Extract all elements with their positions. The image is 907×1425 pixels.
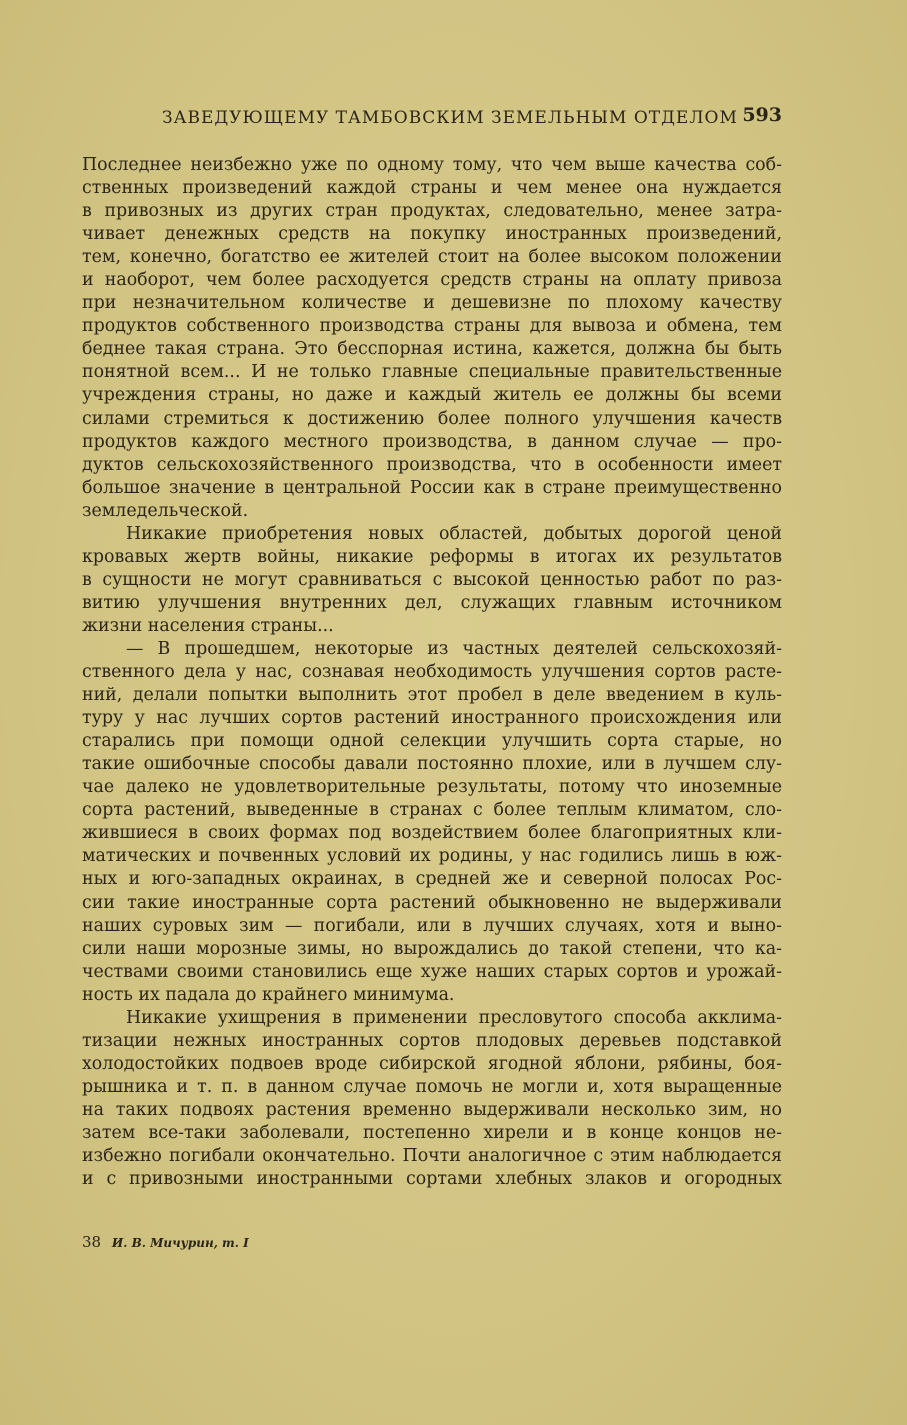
text-line: сили наши морозные зимы, но вырождались до такой степени, что ка- <box>82 938 782 959</box>
text-line: такие ошибочные способы давали постоянно плохие, или в лучшем слу- <box>82 754 782 775</box>
running-head: ЗАВЕДУЮЩЕМУ ТАМБОВСКИМ ЗЕМЕЛЬНЫМ ОТДЕЛОМ <box>162 108 738 128</box>
text-line: учреждения страны, но даже и каждый житель ее должны бы всеми <box>82 385 782 406</box>
text-line: старались при помощи одной селекции улучшить сорта старые, но <box>82 731 782 752</box>
text-line: и наоборот, чем более расходуется средств страны на оплату привоза <box>82 270 782 291</box>
text-line: матических и почвенных условий их родины, у нас годились лишь в юж- <box>82 846 782 867</box>
body-text <box>82 154 782 1191</box>
text-line: тем, конечно, богатство ее жителей стоит на более высоком положении <box>82 247 782 268</box>
text-line: кровавых жертв войны, никакие реформы в итогах их результатов <box>82 546 782 567</box>
text-line: затем все-таки заболевали, постепенно хирели и в конце концов не- <box>82 1122 782 1143</box>
text-line: земледельческой. <box>82 500 249 521</box>
text-line: большое значение в центральной России как в стране преимущественно <box>82 477 782 498</box>
text-line: в сущности не могут сравниваться с высокой ценностью работ по раз- <box>82 569 782 590</box>
page-number: 593 <box>742 104 782 126</box>
text-line: продуктов собственного производства страны для вывоза и обмена, тем <box>82 316 782 337</box>
text-line: наших суровых зим — погибали, или в лучших случаях, хотя и выно- <box>82 915 782 936</box>
text-line: сорта растений, выведенные в странах с более теплым климатом, сло- <box>82 800 782 821</box>
text-line: Последнее неизбежно уже по одному тому, что чем выше качества соб- <box>82 155 782 175</box>
signature-number: 38 <box>82 1233 102 1251</box>
text-line: ность их падала до крайнего минимума. <box>82 984 455 1005</box>
text-line: жизни населения страны... <box>82 615 334 636</box>
text-line: Никакие приобретения новых областей, добытых дорогой ценой <box>126 523 782 544</box>
text-line: туру у нас лучших сортов растений иностранного происхождения или <box>82 708 782 729</box>
paragraph <box>82 638 782 1007</box>
text-line: Никакие ухищрения в применении пресловутого способа акклима- <box>126 1007 782 1028</box>
text-line: чае далеко не удовлетворительные результаты, потому что иноземные <box>82 777 782 798</box>
paragraph <box>82 154 782 523</box>
text-line: при незначительном количестве и дешевизне по плохому качеству <box>82 293 782 314</box>
text-line: беднее такая страна. Это бесспорная истина, кажется, должна бы быть <box>82 339 782 360</box>
text-line: ний, делали попытки выполнить этот пробел в деле введением в куль- <box>82 685 782 706</box>
paragraph <box>82 1007 782 1191</box>
text-line: сии такие иностранные сорта растений обыкновенно не выдерживали <box>82 892 782 913</box>
text-line: чивает денежных средств на покупку иностранных произведений, <box>82 224 782 245</box>
signature-text: И. В. Мичурин, т. I <box>111 1236 249 1250</box>
text-line: жившиеся в своих формах под воздействием более благоприятных кли- <box>82 823 782 844</box>
text-line: ственного дела у нас, сознавая необходимость улучшения сортов расте- <box>82 662 782 683</box>
text-line: ных и юго-западных окраинах, в средней же и северной полосах Рос- <box>82 869 782 890</box>
text-line: продуктов каждого местного производства, в данном случае — про- <box>82 431 782 452</box>
text-line: рышника и т. п. в данном случае помочь не могли и, хотя выращенные <box>82 1076 782 1097</box>
text-line: и с привозными иностранными сортами хлебных злаков и огородных <box>82 1169 782 1190</box>
text-line: тизации нежных иностранных сортов плодовых деревьев подставкой <box>82 1030 782 1051</box>
paragraph <box>82 523 782 638</box>
text-line: ственных произведений каждой страны и чем менее она нуждается <box>82 178 782 199</box>
text-line: понятной всем... И не только главные специальные правительственные <box>82 362 782 383</box>
text-line: — В прошедшем, некоторые из частных деятелей сельскохозяй- <box>126 638 782 659</box>
text-line: в привозных из других стран продуктах, следовательно, менее затра- <box>82 201 782 222</box>
text-line: силами стремиться к достижению более полного улучшения качеств <box>82 408 782 429</box>
text-line: чествами своими становились еще хуже наших старых сортов и урожай- <box>82 961 782 982</box>
text-line: дуктов сельскохозяйственного производства, что в особенности имеет <box>82 454 782 475</box>
text-line: избежно погибали окончательно. Почти аналогичное с этим наблюдается <box>82 1146 782 1167</box>
page-header <box>82 104 782 134</box>
text-line: витию улучшения внутренних дел, служащих главным источником <box>82 592 782 613</box>
text-line: на таких подвоях растения временно выдерживали несколько зим, но <box>82 1099 782 1120</box>
printer-signature <box>82 1233 249 1251</box>
text-line: холодостойких подвоев вроде сибирской ягодной яблони, рябины, боя- <box>82 1053 782 1074</box>
